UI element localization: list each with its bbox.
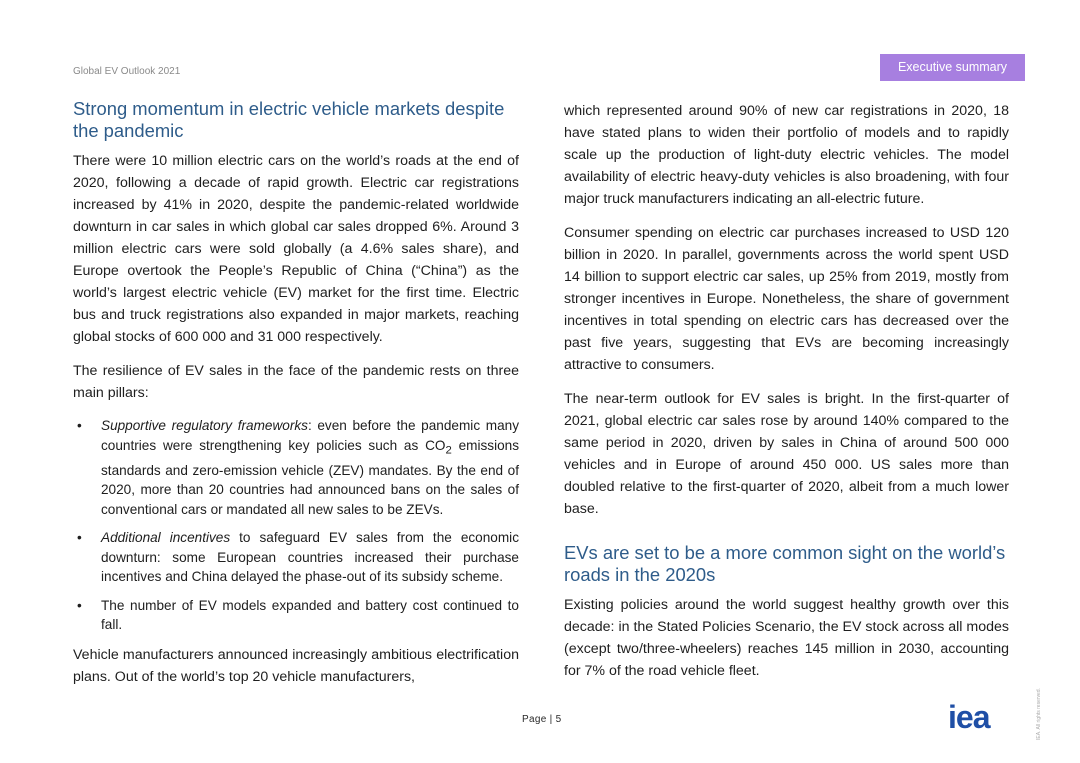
pillars-list bbox=[73, 416, 519, 635]
paragraph: Existing policies around the world suggest healthy growth over this decade: in the Stated Policies Scenario, the EV stock across all modes (except two/three-wheelers) reaches 145 million in 2030, accounting for 7% of the road vehicle fleet. bbox=[564, 597, 1009, 679]
paragraph: The near-term outlook for EV sales is bright. In the first-quarter of 2021, global electric car sales rose by around 140% compared to the same period in 2020, driven by sales in China of around 500 000 vehicles and in Europe of around 450 000. US sales more than doubled relative to the first-quarter of 2020, albeit from a much lower base. bbox=[564, 391, 1009, 517]
list-item-text: emissions standards and zero-emission vehicle (ZEV) mandates. By the end of 2020, more than 20 countries had announced bans on the sales of conventional cars or mandated all new sales to be ZEVs. bbox=[101, 437, 520, 517]
list-item-emphasis: Additional incentives bbox=[101, 530, 231, 546]
subscript: 2 bbox=[445, 444, 452, 457]
bullet-icon: • bbox=[77, 597, 82, 613]
bullet-icon: • bbox=[77, 530, 82, 546]
list-item-text: The number of EV models expanded and battery cost continued to fall. bbox=[101, 597, 519, 633]
paragraph: Consumer spending on electric car purchases increased to USD 120 billion in 2020. In parallel, governments across the world spent USD 14 billion to support electric car sales, up 25% from 2019, mostly from stronger incentives in Europe. Nonetheless, the share of government incentives in total spending on electric cars has decreased over the past five years, suggesting that EVs are becoming increasingly attractive to consumers. bbox=[564, 225, 1009, 373]
list-item-emphasis: Supportive regulatory frameworks bbox=[101, 418, 308, 433]
paragraph: The resilience of EV sales in the face of the pandemic rests on three main pillars: bbox=[73, 363, 519, 401]
right-column bbox=[564, 100, 1009, 694]
paragraph: There were 10 million electric cars on the world’s roads at the end of 2020, following a decade of rapid growth. Electric car registrations increased by 41% in 2020, despite the pandemic-related worldwide downturn in car sales in which global car sales dropped 6%. Around 3 million electric cars were sold globally (a 4.6% sales share), and Europe overtook the People’s Republic of China (“China”) as the world’s largest electric vehicle (EV) market for the first time. Electric bus and truck registrations also expanded in major markets, reaching global stocks of 600 000 and 31 000 respectively. bbox=[73, 153, 519, 345]
list-item-text: : even before the pandemic many countries were strengthening key policies such as CO bbox=[101, 418, 519, 453]
iea-logo-icon bbox=[948, 702, 1010, 732]
rights-notice: IEA. All rights reserved. bbox=[1036, 688, 1042, 740]
list-item-text: to safeguard EV sales from the economic downturn: some European countries increased their purchase incentives and China delayed the phase-out of its subsidy scheme. bbox=[101, 530, 519, 585]
paragraph: which represented around 90% of new car registrations in 2020, 18 have stated plans to widen their portfolio of models and to rapidly scale up the production of light-duty electric vehicles. The model availability of electric heavy-duty vehicles is also broadening, with four major truck manufacturers indicating an all-electric future. bbox=[564, 103, 1009, 207]
list-item bbox=[73, 596, 519, 635]
section-heading-outlook: EVs are set to be a more common sight on the world’s roads in the 2020s bbox=[564, 542, 1006, 585]
left-column bbox=[73, 98, 519, 700]
list-item bbox=[73, 416, 519, 519]
running-title: Global EV Outlook 2021 bbox=[73, 66, 181, 77]
section-tag: Executive summary bbox=[880, 54, 1025, 81]
logo-text: iea bbox=[948, 702, 990, 732]
paragraph: Vehicle manufacturers announced increasingly ambitious electrification plans. Out of the world’s top 20 vehicle manufacturers, bbox=[73, 646, 519, 685]
page-number: Page | 5 bbox=[522, 714, 562, 725]
bullet-icon: • bbox=[77, 418, 82, 433]
section-heading-momentum: Strong momentum in electric vehicle markets despite the pandemic bbox=[73, 98, 505, 141]
list-item bbox=[73, 528, 519, 587]
